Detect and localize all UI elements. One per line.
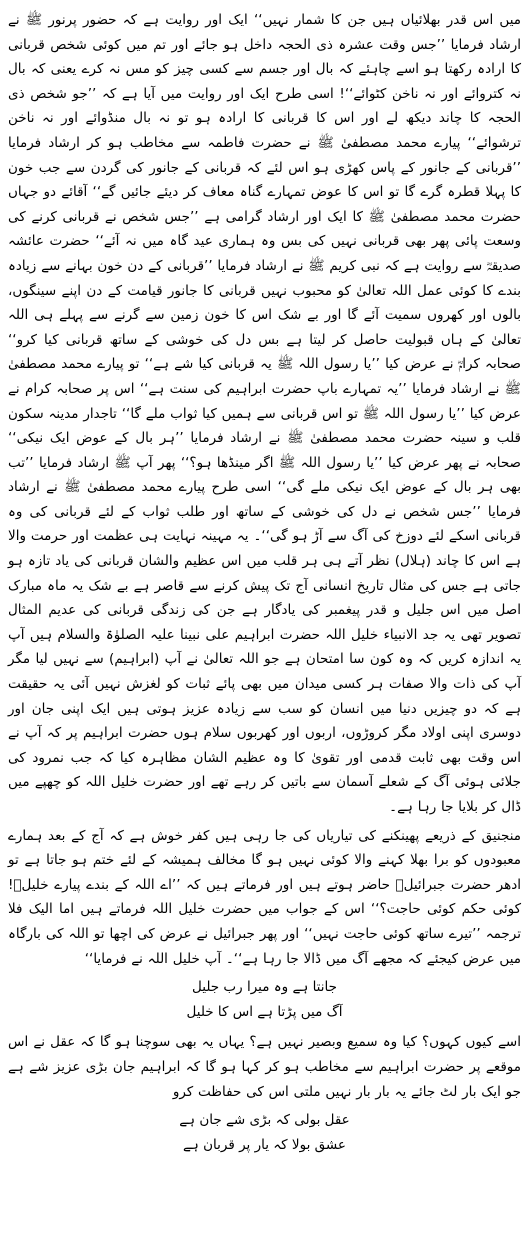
couplet-1 [8,975,521,1024]
article-paragraph-1: میں اس قدر بھلائیاں ہیں جن کا شمار نہیں‘‘ ایک اور روایت ہے کہ حضور پرنور ﷺ نے ارشاد فرمایا ’’جس وقت عشرہ ذی الحجہ داخل ہو جائے اور تم میں کوئی شخص قربانی کا ارادہ رکھتا ہو اسے چاہئے کہ بال اور جسم سے کسی چیز کو مس نہ کرے یعنی کہ بال نہ کتروائے اور نہ ناخن کٹوائے‘‘! اسی طرح ایک اور روایت میں آیا ہے کہ ’’جو شخص ذی الحجہ کا چاند دیکھ لے اور اس کا قربانی کا ارادہ ہو تو نہ بال منڈوائے اور نہ ناخن ترشوائے‘‘ پیارے محمد مصطفیٰ ﷺ نے حضرت فاطمہ سے مخاطب ہو کر ارشاد فرمایا ’’قربانی کے جانور کے پاس کھڑی ہو اس لئے کہ قربانی کے جانور کی گردن سے جب خون کا پہلا قطرہ گرے گا تو اس کا عوض تمہارے گناہ معاف کر دیئے جائیں گے‘‘ آقائے دو جہاں حضرت محمد مصطفیٰ ﷺ کا ایک اور ارشاد گرامی ہے ’’جس شخص نے قربانی کرنے کی وسعت پائی پھر بھی قربانی نہیں کی بس وہ ہماری عید گاہ میں نہ آئے‘‘ حضرت عائشہ صدیقہؓ سے روایت ہے کہ نبی کریم ﷺ نے ارشاد فرمایا ’’قربانی کے دن خون بہانے سے زیادہ بندے کا کوئی عمل اللہ تعالیٰ کو محبوب نہیں قربانی کا جانور قیامت کے دن اپنے سینگوں، بالوں اور کھروں سمیت آئے گا اور بے شک اس کا خون زمین سے گرنے سے پہلے ہی اللہ تعالیٰ کے ہاں قبولیت حاصل کر لیتا ہے بس دل کی خوشی کے ساتھ قربانی کیا کرو‘‘ صحابہ کرامؓ نے عرض کیا ’’یا رسول اللہ ﷺ یہ قربانی کیا شے ہے‘‘ تو پیارے محمد مصطفیٰ ﷺ نے ارشاد فرمایا ’’یہ تمہارے باپ حضرت ابراہیم کی سنت ہے‘‘ اس پر صحابہ کرام نے عرض کیا ’’یا رسول اللہ ﷺ تو اس قربانی سے ہمیں کیا ثواب ملے گا‘‘ تاجدار مدینہ سکون قلب و سینہ حضرت محمد مصطفیٰ ﷺ نے ارشاد فرمایا ’’ہر بال کے عوض ایک نیکی‘‘ صحابہ نے پھر عرض کیا ’’یا رسول اللہ ﷺ اگر مینڈھا ہو؟‘‘ پھر آپ ﷺ ارشاد فرمایا ’’تب بھی ہر بال کے عوض ایک نیکی ملے گی‘‘ اسی طرح پیارے محمد مصطفیٰ ﷺ نے ارشاد فرمایا ’’جس شخص نے دل کی خوشی کے ساتھ اور طلب ثواب کے لئے قربانی کی وہ قربانی اسکے لئے دوزخ کی آگ سے آڑ ہو گی‘‘۔ یہ مہینہ نہایت ہی عظمت اور حرمت والا ہے اس کا چاند (ہلال) نظر آتے ہی ہر قلب میں اس عظیم والشان قربانی کی یاد تازہ ہو جاتی ہے جس کی مثال تاریخ انسانی آج تک پیش کرنے سے قاصر ہے بے شک یہ ماہ مبارک اصل میں اس جلیل و قدر پیغمبر کی یادگار ہے جن کی زندگی قربانی کی عدیم المثال تصویر تھی یہ جد الانبیاء خلیل اللہ حضرت ابراہیم علی نبینا علیہ الصلوٰۃ والسلام ہیں آپ یہ اندازہ کریں کہ وہ کون سا امتحان ہے جو اللہ تعالیٰ نے آپ (ابراہیم) سے نہیں لیا مگر آپ کی ذات والا صفات ہر کسی میدان میں بھی پائے ثبات کو لغزش نہیں آئی یہ حقیقت ہے کہ دو چیزیں دنیا میں انسان کو سب سے زیادہ عزیز ہوتی ہیں ایک اپنی جان اور دوسری اپنی اولاد مگر کروڑوں، اربوں اور کھربوں سلام ہوں حضرت ابراہیم پر کہ آپ نے اس وقت بھی ثابت قدمی اور تقویٰ کا وہ عظیم الشان مظاہرہ کیا کہ جب نمرود کی جلائی ہوئی آگ کے شعلے آسمان سے باتیں کر رہے تھے اور حضرت خلیل اللہ کو چھپے میں ڈال کر بلایا جا رہا ہے۔ [8,12,521,815]
couplet-1-line-2: آگ میں پڑتا ہے اس کا خلیل [186,1003,343,1020]
article-paragraph-2: منجنیق کے ذریعے پھینکنے کی تیاریاں کی جا رہی ہیں کفر خوش ہے کہ آج کے بعد ہمارے معبودوں کو برا بھلا کہنے والا کوئی نہیں ہو گا مخالف ہمیشہ کے لئے ختم ہو جاتا ہے تو ادھر حضرت جبرائیلؑ حاضر ہوتے ہیں اور فرماتے ہیں کہ ’’اے اللہ کے بندے پیارے خلیلؑ! کوئی حکم کوئی حاجت؟‘‘ اس کے جواب میں حضرت خلیل اللہ فرماتے ہیں اما الیک فلا ترجمہ ’’تیرے ساتھ کوئی حاجت نہیں‘‘ اور پھر جبرائیل نے عرض کی اچھا تو اللہ کی بارگاہ میں عرض کیجئے کہ مجھے آگ میں ڈالا جا رہا ہے‘‘۔ آپ خلیل اللہ نے فرمایا‘‘ [8,827,521,967]
article-page [8,8,521,1163]
closing-paragraph: اسے کیوں کہوں؟ کیا وہ سمیع وبصیر نہیں ہے؟ یہاں یہ بھی سوچنا ہو گا کہ عقل نے اس موقعے پر حضرت ابراہیم سے مخاطب ہو کر کہا ہو گا کہ ابراہیم جان بڑی عزیز شے ہے جو ایک بار لٹ جائے یہ بار بار نہیں ملتی اس کی حفاظت کرو [8,1034,521,1100]
couplet-2-line-1: عقل بولی کہ بڑی شے جان ہے [179,1112,350,1129]
couplet-2 [8,1108,521,1157]
couplet-2-line-2: عشق بولا کہ یار پر قربان ہے [183,1136,346,1153]
couplet-1-line-1: جانتا ہے وہ میرا رب جلیل [192,979,337,996]
